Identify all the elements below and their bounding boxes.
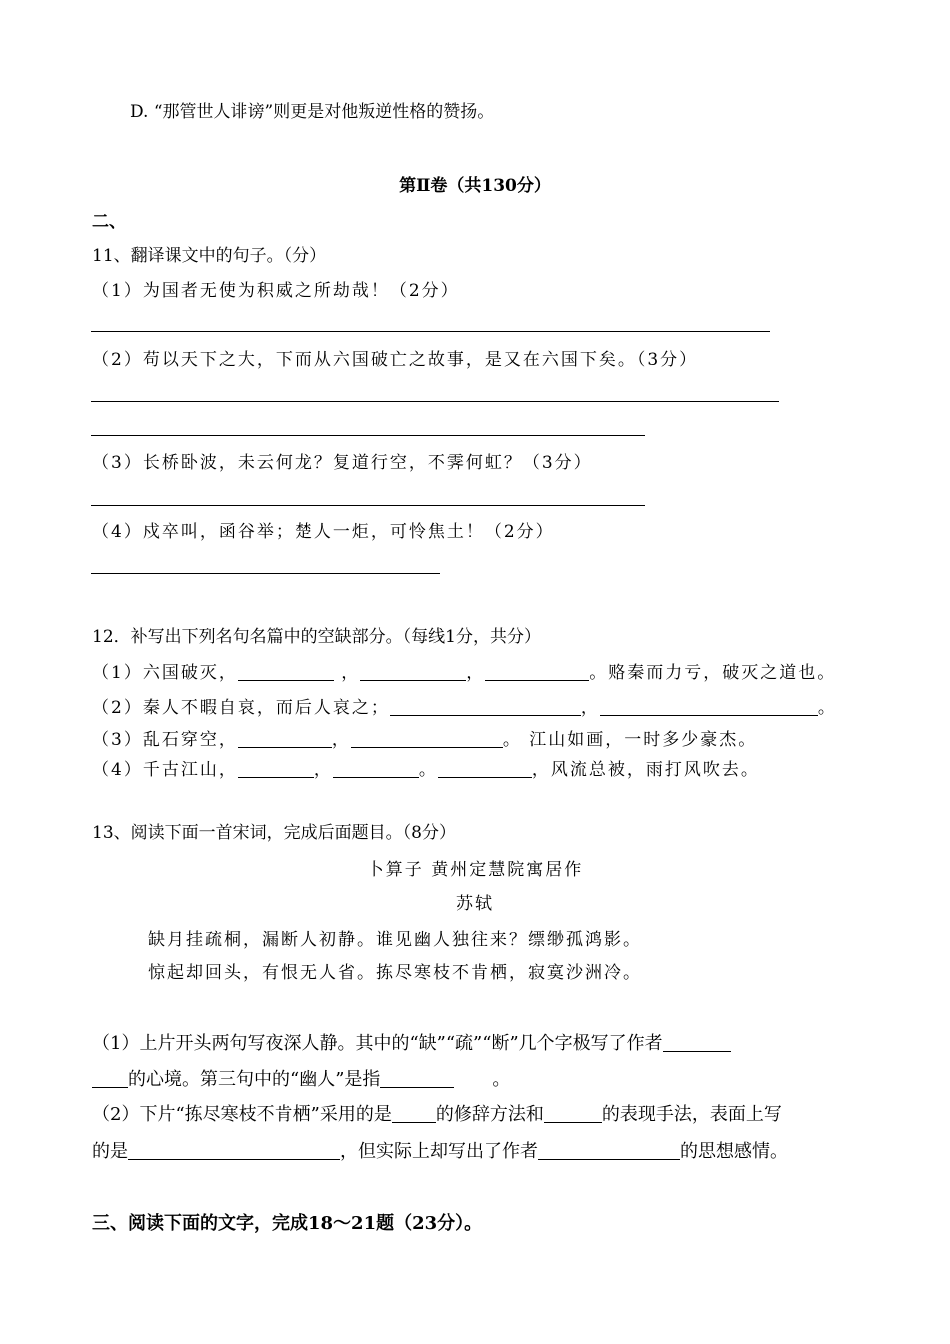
section-3-heading: 三、阅读下面的文字，完成18～21题（23分）。 xyxy=(92,1213,483,1234)
fill-blank[interactable] xyxy=(538,1142,680,1160)
fill-blank[interactable] xyxy=(600,698,818,716)
poem-line-2: 惊起却回头，有恨无人省。拣尽寒枝不肯栖，寂寞沙洲冷。 xyxy=(148,963,642,983)
section-2-label: 二、 xyxy=(92,212,126,232)
fill-blank[interactable] xyxy=(333,760,419,778)
q11-sentence-3: （3）长桥卧波，未云何龙？复道行空，不霁何虹？（3分） xyxy=(92,453,593,473)
fill-blank[interactable] xyxy=(128,1142,340,1160)
q12-line-3: （3）乱石穿空， ， 。 江山如画，一时多少豪杰。 xyxy=(92,730,758,750)
fill-blank[interactable] xyxy=(392,1105,436,1123)
q11-title: 11、翻译课文中的句子。（分） xyxy=(92,246,327,266)
q11-sentence-2: （2）苟以天下之大，下而从六国破亡之故事，是又在六国下矣。（3分） xyxy=(92,350,699,370)
answer-line[interactable] xyxy=(91,435,645,436)
q13-part-1: （1）上片开头两句写夜深人静。其中的“缺”“疏”“断”几个字极写了作者 xyxy=(92,1033,731,1055)
poem-title: 卜算子 黄州定慧院寓居作 xyxy=(366,860,584,880)
poem-author: 苏轼 xyxy=(456,894,494,914)
q11-sentence-4: （4）戍卒叫，函谷举；楚人一炬，可怜焦土！（2分） xyxy=(92,522,555,542)
poem-line-1: 缺月挂疏桐，漏断人初静。谁见幽人独往来？缥缈孤鸿影。 xyxy=(148,930,642,950)
section-2-title: 第Ⅱ卷（共130分） xyxy=(399,176,551,196)
q13-part-2-cont: 的是 ，但实际上却写出了作者 的思想感情。 xyxy=(92,1141,788,1162)
answer-line[interactable] xyxy=(91,331,770,332)
fill-blank[interactable] xyxy=(238,663,334,681)
fill-blank[interactable] xyxy=(351,730,503,748)
answer-line[interactable] xyxy=(91,573,440,574)
q13-part-1-cont: 的心境。第三句中的“幽人”是指 。 xyxy=(92,1069,510,1091)
q12-line-4: （4）千古江山， ， 。 ，风流总被，雨打风吹去。 xyxy=(92,760,760,780)
q12-line-2: （2）秦人不暇自哀，而后人哀之； ， 。 xyxy=(92,698,837,718)
answer-line[interactable] xyxy=(91,401,779,402)
q11-sentence-1: （1）为国者无使为积威之所劫哉！（2分） xyxy=(92,281,460,301)
fill-blank[interactable] xyxy=(438,760,532,778)
option-d: D. “那管世人诽谤”则更是对他叛逆性格的赞扬。 xyxy=(130,102,495,122)
q13-title: 13、阅读下面一首宋词，完成后面题目。（8分） xyxy=(92,823,456,843)
q12-line-1: （1）六国破灭， ， ， 。赂秦而力亏，破灭之道也。 xyxy=(92,663,837,683)
fill-blank[interactable] xyxy=(360,663,466,681)
fill-blank[interactable] xyxy=(544,1105,602,1123)
fill-blank[interactable] xyxy=(238,760,314,778)
fill-blank[interactable] xyxy=(485,663,589,681)
fill-blank[interactable] xyxy=(238,730,332,748)
answer-line[interactable] xyxy=(91,505,645,506)
fill-blank[interactable] xyxy=(390,698,581,716)
fill-blank[interactable] xyxy=(92,1070,128,1088)
q12-title: 12．补写出下列名句名篇中的空缺部分。（每线1分，共分） xyxy=(92,627,541,647)
fill-blank[interactable] xyxy=(663,1034,731,1052)
q13-part-2: （2）下片“拣尽寒枝不肯栖”采用的是 的修辞方法和 的表现手法，表面上写 xyxy=(92,1104,782,1125)
fill-blank[interactable] xyxy=(380,1070,454,1088)
